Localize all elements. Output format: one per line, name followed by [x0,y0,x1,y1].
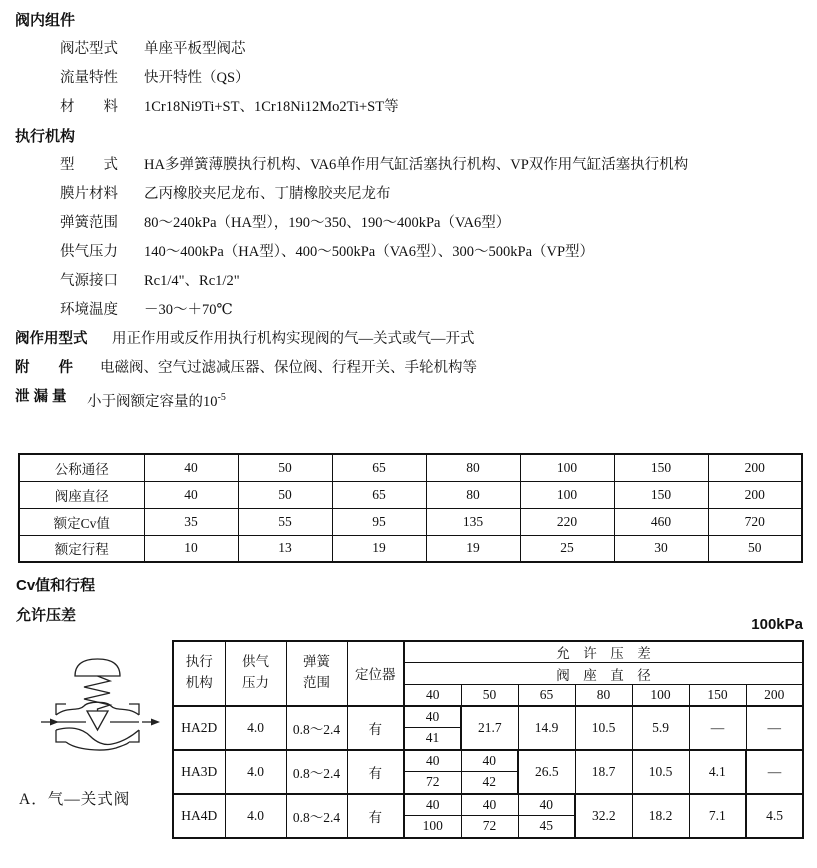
heading-allowable-dp: 允许压差 [16,607,77,624]
pressure-differential-table [172,640,804,839]
spec-label: 弹簧范围 [60,215,118,231]
cell: 0.8～2.4 [286,706,347,750]
cell: 135 [426,508,520,535]
cell: 72 [404,772,461,794]
cell: 80 [426,454,520,481]
cell: 有 [347,750,404,794]
spec-row [15,151,807,180]
spec-label: 膜片材料 [60,186,118,202]
header-positioner: 定位器 [347,641,404,706]
spec-value: 乙丙橡胶夹尼龙布、丁腈橡胶夹尼龙布 [144,186,391,202]
spec-label: 泄 漏 量 [15,389,67,405]
table-row-ha3d [173,750,803,772]
row-label: 公称通径 [19,454,144,481]
cell: 55 [238,508,332,535]
cell: 720 [708,508,802,535]
table-header-row [173,641,803,663]
cell: 65 [332,481,426,508]
cell: 40 [144,454,238,481]
cell: 50 [238,454,332,481]
cell: 40 [518,794,575,816]
body-flange-bottom-left [56,730,66,742]
cell: 100 [520,454,614,481]
size-cv-table [18,453,803,563]
table-row [19,508,802,535]
cell: 220 [520,508,614,535]
cell: 100 [520,481,614,508]
header-seat-diameter: 阀 座 直 径 [404,663,803,685]
spec-row [15,238,807,267]
spec-value: 用正作用或反作用执行机构实现阀的气—关式或气—开式 [112,331,475,347]
cell: 18.2 [632,794,689,838]
cell: 4.0 [225,750,286,794]
cell: — [746,750,803,794]
cell: 0.8～2.4 [286,794,347,838]
cell-model: HA2D [173,706,225,750]
leakage-exponent: -5 [217,392,226,403]
cell: — [746,706,803,750]
cell: 200 [708,454,802,481]
table-row [19,454,802,481]
cell: 40 [144,481,238,508]
cell: 80 [426,481,520,508]
spec-row [15,35,807,64]
cell: 13 [238,535,332,562]
spec-row [15,209,807,238]
section-heading-valve-trim: 阀内组件 [15,12,76,29]
table-row-ha4d [173,794,803,816]
cell: 100 [404,816,461,838]
cell: 40 [404,706,461,728]
cell: 30 [614,535,708,562]
spec-row [15,93,807,122]
cell: 95 [332,508,426,535]
header-actuator: 执行 机构 [173,641,225,706]
spec-label: 环境温度 [60,302,118,318]
cell: 有 [347,706,404,750]
heading-cv-travel: Cv值和行程 [16,577,96,594]
spec-label: 型 式 [60,157,118,173]
cell: 32.2 [575,794,632,838]
cell: 4.0 [225,794,286,838]
cell: 10 [144,535,238,562]
spec-row [15,267,807,296]
spec-list [15,6,807,412]
cell: 150 [614,481,708,508]
cell: 40 [404,794,461,816]
spec-row [15,64,807,93]
cell-model: HA3D [173,750,225,794]
spec-label: 气源接口 [60,273,118,289]
spec-value: 小于阀额定容量的$10^{-5}$ [87,392,226,410]
spec-label: 阀作用型式 [15,331,88,347]
header-size: 40 [404,685,461,706]
spec-label: 阀芯型式 [60,41,118,57]
spec-value: Rc1/4"、Rc1/2" [144,273,240,289]
cell: 45 [518,816,575,838]
cell: 0.8～2.4 [286,750,347,794]
spring-icon [84,676,110,711]
cell: 19 [426,535,520,562]
cell: 150 [614,454,708,481]
spec-row-valve-action [15,325,807,354]
cell: 26.5 [518,750,575,794]
cell: 有 [347,794,404,838]
cell: 19 [332,535,426,562]
table-row-ha2d [173,706,803,728]
cell: 18.7 [575,750,632,794]
cell: 10.5 [575,706,632,750]
table-row [19,535,802,562]
cell: 72 [461,816,518,838]
actuator-dome-icon [75,659,120,676]
spec-row [15,296,807,325]
row-label: 阀座直径 [19,481,144,508]
spec-row-accessories [15,354,807,383]
section-heading-actuator: 执行机构 [15,128,76,145]
spec-label: 供气压力 [60,244,118,260]
cell: — [689,706,746,750]
spec-value: 1Cr18Ni9Ti+ST、1Cr18Ni12Mo2Ti+ST等 [144,99,399,115]
row-label: 额定行程 [19,535,144,562]
spec-label: 材 料 [60,99,118,115]
row-label: 额定Cv值 [19,508,144,535]
cell: 65 [332,454,426,481]
header-size: 80 [575,685,632,706]
header-allowable-dp: 允 许 压 差 [404,641,803,663]
cell: 7.1 [689,794,746,838]
cell: 25 [520,535,614,562]
valve-plug-icon [87,711,108,730]
table-row [19,481,802,508]
diagram-caption: A．气—关式阀 [19,791,131,808]
air-to-close-valve-diagram [40,654,162,754]
header-supply-pressure: 供气 压力 [225,641,286,706]
cell: 5.9 [632,706,689,750]
spec-value: HA多弹簧薄膜执行机构、VA6单作用气缸活塞执行机构、VP双作用气缸活塞执行机构 [144,157,689,173]
inlet-arrow-icon [41,719,59,726]
cell: 200 [708,481,802,508]
cell: 50 [708,535,802,562]
spec-row-leakage [15,383,807,412]
spec-row [15,180,807,209]
header-size: 100 [632,685,689,706]
header-size: 200 [746,685,803,706]
body-bottom-curve [66,742,129,750]
spec-value: －30～＋70℃ [144,302,233,318]
cell: 40 [461,794,518,816]
spec-value: 80～240kPa（HA型），190～350、190～400kPa（VA6型） [144,215,511,231]
header-size: 50 [461,685,518,706]
cell: 41 [404,728,461,750]
header-size: 65 [518,685,575,706]
spec-value: 单座平板型阀芯 [144,41,246,57]
cell: 42 [461,772,518,794]
cell: 14.9 [518,706,575,750]
spec-label: 流量特性 [60,70,118,86]
cell: 21.7 [461,706,518,750]
dp-unit-label: 100kPa [751,616,803,633]
cell: 10.5 [632,750,689,794]
header-size: 150 [689,685,746,706]
spec-value: 140～400kPa（HA型）、400～500kPa（VA6型）、300～500kPa（VP型） [144,244,595,260]
cell: 35 [144,508,238,535]
cell: 4.1 [689,750,746,794]
cell-model: HA4D [173,794,225,838]
cell: 460 [614,508,708,535]
cell: 4.5 [746,794,803,838]
header-spring-range: 弹簧 范围 [286,641,347,706]
cell: 40 [404,750,461,772]
spec-value: 电磁阀、空气过滤减压器、保位阀、行程开关、手轮机构等 [100,360,477,376]
cell: 40 [461,750,518,772]
spec-value: 快开特性（QS） [144,70,250,86]
spec-label: 附 件 [15,360,73,376]
outlet-arrow-icon [142,719,160,726]
cell: 50 [238,481,332,508]
cell: 4.0 [225,706,286,750]
